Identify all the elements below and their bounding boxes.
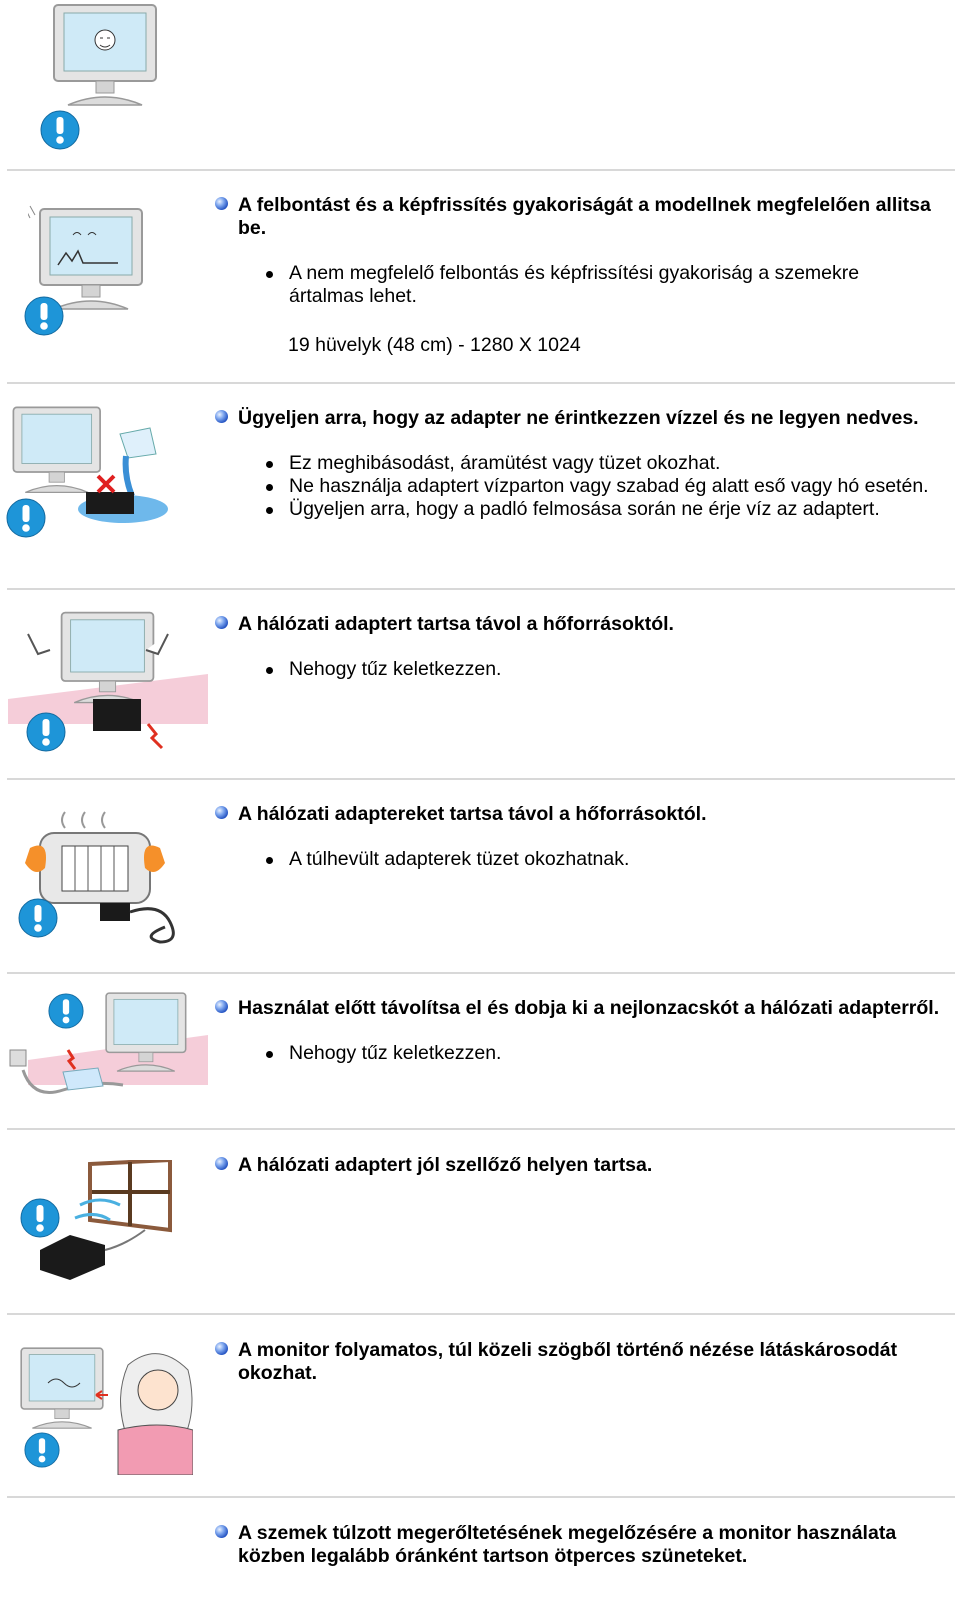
bullet-dot-icon	[215, 1000, 228, 1013]
list-item: A nem megfelelő felbontás és képfrissítési gyakoriság a szemekre ártalmas lehet.	[212, 262, 939, 308]
divider	[7, 588, 955, 590]
section-ventilation	[212, 1154, 952, 1177]
warning-icon	[18, 898, 58, 938]
bullet-list	[212, 452, 952, 521]
section-water	[212, 407, 952, 521]
list-item: Nehogy tűz keletkezzen.	[212, 658, 939, 681]
section-heading: A hálózati adaptert jól szellőző helyen tartsa.	[212, 1154, 952, 1177]
bullet-dot-icon	[215, 1342, 228, 1355]
section-heat-source	[212, 613, 952, 681]
section-heading: A hálózati adaptert tartsa távol a hőforrásoktól.	[212, 613, 952, 636]
warning-icon	[6, 498, 46, 538]
divider	[7, 972, 955, 974]
divider	[7, 382, 955, 384]
section-heaters	[212, 803, 952, 871]
warning-icon	[24, 1432, 60, 1468]
list-item: Ügyeljen arra, hogy a padló felmosása során ne érje víz az adaptert.	[212, 498, 939, 521]
divider	[7, 778, 955, 780]
divider	[7, 1128, 955, 1130]
warning-icon	[20, 1198, 60, 1238]
bullet-dot-icon	[215, 1525, 228, 1538]
list-item: A túlhevült adapterek tüzet okozhatnak.	[212, 848, 939, 871]
warning-icon	[48, 993, 84, 1029]
bullet-dot-icon	[215, 1157, 228, 1170]
section-viewing-distance	[212, 1339, 952, 1385]
bullet-list	[212, 262, 952, 308]
bullet-dot-icon	[215, 616, 228, 629]
plastic-bag-illustration	[8, 990, 208, 1110]
bullet-list	[212, 658, 952, 681]
bullet-dot-icon	[215, 197, 228, 210]
bullet-list	[212, 1042, 952, 1065]
section-heading: A felbontást és a képfrissítés gyakoriságát a modellnek megfelelően allitsa be.	[212, 194, 952, 240]
warning-icon	[40, 110, 80, 150]
section-resolution	[212, 194, 952, 357]
divider	[7, 1496, 955, 1498]
resolution-note: 19 hüvelyk (48 cm) - 1280 X 1024	[288, 334, 581, 356]
section-heading: Használat előtt távolítsa el és dobja ki a nejlonzacskót a hálózati adapterről.	[212, 997, 952, 1020]
section-heading: A szemek túlzott megerőltetésének megelőzésére a monitor használata közben legalább óránként tartson ötperces szüneteket.	[212, 1522, 952, 1568]
section-plastic-bag	[212, 997, 952, 1065]
list-item: Ez meghibásodást, áramütést vagy tüzet okozhat.	[212, 452, 939, 475]
bullet-dot-icon	[215, 410, 228, 423]
section-heading: Ügyeljen arra, hogy az adapter ne érintkezzen vízzel és ne legyen nedves.	[212, 407, 952, 430]
section-heading: A monitor folyamatos, túl közeli szögből történő nézése látáskárosodát okozhat.	[212, 1339, 952, 1385]
section-breaks	[212, 1522, 952, 1568]
list-item: Nehogy tűz keletkezzen.	[212, 1042, 939, 1065]
bullet-dot-icon	[215, 806, 228, 819]
divider	[7, 1313, 955, 1315]
warning-icon	[26, 712, 66, 752]
monitor-illustration-top	[50, 0, 160, 110]
bullet-list	[212, 848, 952, 871]
divider	[7, 169, 955, 171]
warning-icon	[24, 296, 64, 336]
section-heading: A hálózati adaptereket tartsa távol a hőforrásoktól.	[212, 803, 952, 826]
list-item: Ne használja adaptert vízparton vagy szabad ég alatt eső vagy hó esetén.	[212, 475, 939, 498]
